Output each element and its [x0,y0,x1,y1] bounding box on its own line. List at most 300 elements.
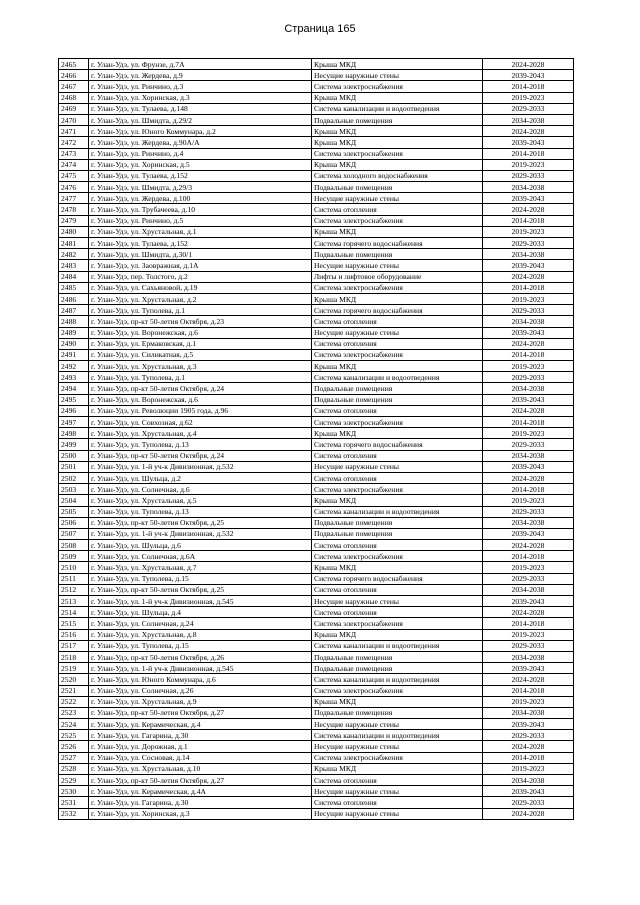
work-type-cell: Система холодного водоснабжения [312,170,483,181]
table-row [59,528,574,539]
table-row [59,618,574,629]
address-cell: г. Улан-Удэ, ул. Тулаева, д.152 [89,238,312,249]
table-row [59,763,574,774]
address-cell: г. Улан-Удэ, ул. Хоринская, д.3 [89,808,312,819]
period-cell: 2029-2033 [483,238,574,249]
row-number: 2518 [59,651,89,662]
table-row [59,349,574,360]
table-row [59,808,574,819]
address-cell: г. Улан-Удэ, ул. Фрунзе, д.7А [89,59,312,70]
period-cell: 2039-2043 [483,663,574,674]
work-type-cell: Несущие наружные стены [312,461,483,472]
period-cell: 2034-2038 [483,383,574,394]
row-number: 2517 [59,640,89,651]
address-cell: г. Улан-Удэ, ул. Туполева, д.1 [89,305,312,316]
table-row [59,707,574,718]
work-type-cell: Подвальные помещения [312,249,483,260]
row-number: 2466 [59,70,89,81]
work-type-cell: Подвальные помещения [312,394,483,405]
row-number: 2502 [59,472,89,483]
address-cell: г. Улан-Удэ, ул. Туполева, д.13 [89,506,312,517]
row-number: 2507 [59,528,89,539]
table-row [59,786,574,797]
address-cell: г. Улан-Удэ, пр-кт 50-летия Октября, д.27 [89,775,312,786]
table-row [59,383,574,394]
work-type-cell: Система канализации и водоотведения [312,674,483,685]
row-number: 2504 [59,495,89,506]
address-cell: г. Улан-Удэ, ул. Шульца, д.6 [89,540,312,551]
period-cell: 2039-2043 [483,461,574,472]
row-number: 2494 [59,383,89,394]
table-row [59,238,574,249]
address-cell: г. Улан-Удэ, ул. Хрустальная, д.1 [89,226,312,237]
table-row [59,651,574,662]
work-type-cell: Крыша МКД [312,562,483,573]
row-number: 2493 [59,372,89,383]
row-number: 2467 [59,81,89,92]
work-type-cell: Система отопления [312,316,483,327]
work-type-cell: Система электроснабжения [312,81,483,92]
row-number: 2506 [59,517,89,528]
address-cell: г. Улан-Удэ, ул. Туполева, д.15 [89,573,312,584]
period-cell: 2039-2043 [483,528,574,539]
period-cell: 2034-2038 [483,651,574,662]
period-cell: 2024-2028 [483,204,574,215]
period-cell: 2034-2038 [483,316,574,327]
address-cell: г. Улан-Удэ, пер. Толстого, д.2 [89,271,312,282]
work-type-cell: Система электроснабжения [312,282,483,293]
row-number: 2529 [59,775,89,786]
address-cell: г. Улан-Удэ, ул. Хрустальная, д.5 [89,495,312,506]
period-cell: 2024-2028 [483,674,574,685]
address-cell: г. Улан-Удэ, пр-кт 50-летия Октября, д.27 [89,707,312,718]
period-cell: 2029-2033 [483,730,574,741]
period-cell: 2034-2038 [483,182,574,193]
period-cell: 2029-2033 [483,170,574,181]
row-number: 2479 [59,215,89,226]
row-number: 2519 [59,663,89,674]
address-cell: г. Улан-Удэ, ул. 1-й уч-к Дивизионная, д.545 [89,663,312,674]
row-number: 2498 [59,428,89,439]
table-row [59,573,574,584]
period-cell: 2039-2043 [483,327,574,338]
address-cell: г. Улан-Удэ, ул. Жердева, д.90А/А [89,137,312,148]
row-number: 2482 [59,249,89,260]
period-cell: 2019-2023 [483,159,574,170]
table-row [59,472,574,483]
work-type-cell: Система электроснабжения [312,215,483,226]
work-type-cell: Несущие наружные стены [312,719,483,730]
row-number: 2492 [59,361,89,372]
address-cell: г. Улан-Удэ, ул. Гагарина, д.30 [89,797,312,808]
work-type-cell: Система электроснабжения [312,551,483,562]
table-row [59,596,574,607]
row-number: 2480 [59,226,89,237]
work-type-cell: Несущие наружные стены [312,260,483,271]
work-type-cell: Несущие наружные стены [312,741,483,752]
period-cell: 2024-2028 [483,540,574,551]
table-row [59,674,574,685]
work-type-cell: Несущие наружные стены [312,596,483,607]
address-cell: г. Улан-Удэ, ул. Шульца, д.4 [89,607,312,618]
work-type-cell: Система электроснабжения [312,618,483,629]
address-cell: г. Улан-Удэ, ул. Хрустальная, д.3 [89,361,312,372]
address-cell: г. Улан-Удэ, ул. Тулаева, д.148 [89,103,312,114]
work-type-cell: Система отопления [312,338,483,349]
period-cell: 2039-2043 [483,260,574,271]
work-type-cell: Подвальные помещения [312,383,483,394]
row-number: 2527 [59,752,89,763]
period-cell: 2034-2038 [483,517,574,528]
period-cell: 2014-2018 [483,282,574,293]
table-row [59,696,574,707]
table-row [59,159,574,170]
row-number: 2465 [59,59,89,70]
row-number: 2515 [59,618,89,629]
work-type-cell: Система отопления [312,204,483,215]
row-number: 2531 [59,797,89,808]
work-type-cell: Система электроснабжения [312,685,483,696]
address-cell: г. Улан-Удэ, ул. Заовражная, д.1А [89,260,312,271]
work-type-cell: Крыша МКД [312,361,483,372]
table-row [59,182,574,193]
table-row [59,81,574,92]
table-row [59,450,574,461]
work-type-cell: Система электроснабжения [312,417,483,428]
work-type-cell: Подвальные помещения [312,663,483,674]
period-cell: 2024-2028 [483,741,574,752]
address-cell: г. Улан-Удэ, ул. Трубачеева, д.10 [89,204,312,215]
work-type-cell: Система канализации и водоотведения [312,372,483,383]
table-row [59,775,574,786]
table-row [59,293,574,304]
table-row [59,562,574,573]
address-cell: г. Улан-Удэ, ул. 1-й уч-к Дивизионная, д.545 [89,596,312,607]
row-number: 2511 [59,573,89,584]
work-type-cell: Система отопления [312,450,483,461]
work-type-cell: Крыша МКД [312,428,483,439]
row-number: 2470 [59,114,89,125]
registry-body [59,59,574,820]
row-number: 2472 [59,137,89,148]
work-type-cell: Несущие наружные стены [312,786,483,797]
address-cell: г. Улан-Удэ, ул. Революции 1905 года, д.96 [89,405,312,416]
address-cell: г. Улан-Удэ, ул. Воронежская, д.6 [89,327,312,338]
period-cell: 2024-2028 [483,126,574,137]
row-number: 2500 [59,450,89,461]
table-row [59,685,574,696]
period-cell: 2019-2023 [483,495,574,506]
row-number: 2522 [59,696,89,707]
address-cell: г. Улан-Удэ, ул. Силикатная, д.5 [89,349,312,360]
row-number: 2496 [59,405,89,416]
address-cell: г. Улан-Удэ, ул. Шмидта, д.29/2 [89,114,312,125]
address-cell: г. Улан-Удэ, ул. Хоринская, д.3 [89,92,312,103]
row-number: 2469 [59,103,89,114]
row-number: 2503 [59,484,89,495]
work-type-cell: Система отопления [312,405,483,416]
address-cell: г. Улан-Удэ, ул. Жердева, д.100 [89,193,312,204]
address-cell: г. Улан-Удэ, ул. Хрустальная, д.10 [89,763,312,774]
period-cell: 2014-2018 [483,685,574,696]
table-row [59,271,574,282]
row-number: 2468 [59,92,89,103]
table-row [59,193,574,204]
table-row [59,551,574,562]
address-cell: г. Улан-Удэ, ул. 1-й уч-к Дивизионная, д.532 [89,528,312,539]
table-row [59,719,574,730]
table-row [59,282,574,293]
table-row [59,327,574,338]
period-cell: 2034-2038 [483,584,574,595]
address-cell: г. Улан-Удэ, ул. Ермаковская, д.1 [89,338,312,349]
period-cell: 2019-2023 [483,696,574,707]
row-number: 2520 [59,674,89,685]
address-cell: г. Улан-Удэ, ул. Сосновая, д.14 [89,752,312,763]
address-cell: г. Улан-Удэ, ул. Керамическая, д.4 [89,719,312,730]
work-type-cell: Подвальные помещения [312,517,483,528]
work-type-cell: Подвальные помещения [312,651,483,662]
period-cell: 2024-2028 [483,338,574,349]
work-type-cell: Подвальные помещения [312,528,483,539]
table-row [59,461,574,472]
period-cell: 2019-2023 [483,562,574,573]
period-cell: 2039-2043 [483,786,574,797]
work-type-cell: Система отопления [312,540,483,551]
period-cell: 2014-2018 [483,215,574,226]
table-row [59,215,574,226]
period-cell: 2014-2018 [483,148,574,159]
table-row [59,361,574,372]
work-type-cell: Крыша МКД [312,126,483,137]
work-type-cell: Система горячего водоснабжения [312,305,483,316]
work-type-cell: Система отопления [312,584,483,595]
address-cell: г. Улан-Удэ, ул. Ринчино, д.3 [89,81,312,92]
row-number: 2526 [59,741,89,752]
address-cell: г. Улан-Удэ, ул. Хрустальная, д.2 [89,293,312,304]
address-cell: г. Улан-Удэ, ул. 1-й уч-к Дивизионная, д.532 [89,461,312,472]
table-row [59,70,574,81]
row-number: 2481 [59,238,89,249]
row-number: 2475 [59,170,89,181]
row-number: 2483 [59,260,89,271]
table-row [59,428,574,439]
address-cell: г. Улан-Удэ, ул. Жердева, д.9 [89,70,312,81]
row-number: 2528 [59,763,89,774]
table-row [59,148,574,159]
table-row [59,137,574,148]
row-number: 2474 [59,159,89,170]
table-row [59,170,574,181]
table-row [59,92,574,103]
row-number: 2489 [59,327,89,338]
work-type-cell: Крыша МКД [312,226,483,237]
period-cell: 2019-2023 [483,361,574,372]
address-cell: г. Улан-Удэ, пр-кт 50-летия Октября, д.25 [89,584,312,595]
table-row [59,741,574,752]
address-cell: г. Улан-Удэ, ул. Шмидта, д.29/3 [89,182,312,193]
period-cell: 2039-2043 [483,596,574,607]
work-type-cell: Система горячего водоснабжения [312,439,483,450]
work-type-cell: Система электроснабжения [312,349,483,360]
work-type-cell: Крыша МКД [312,159,483,170]
period-cell: 2034-2038 [483,707,574,718]
work-type-cell: Система отопления [312,797,483,808]
work-type-cell: Система канализации и водоотведения [312,103,483,114]
table-row [59,607,574,618]
period-cell: 2039-2043 [483,719,574,730]
period-cell: 2019-2023 [483,629,574,640]
table-row [59,226,574,237]
row-number: 2505 [59,506,89,517]
period-cell: 2019-2023 [483,428,574,439]
table-row [59,663,574,674]
period-cell: 2034-2038 [483,775,574,786]
period-cell: 2014-2018 [483,417,574,428]
address-cell: г. Улан-Удэ, пр-кт 50-летия Октября, д.25 [89,517,312,528]
table-row [59,506,574,517]
work-type-cell: Крыша МКД [312,763,483,774]
address-cell: г. Улан-Удэ, ул. Хрустальная, д.4 [89,428,312,439]
address-cell: г. Улан-Удэ, ул. Воронежская, д.6 [89,394,312,405]
address-cell: г. Улан-Удэ, ул. Солнечная, д.6 [89,484,312,495]
row-number: 2523 [59,707,89,718]
period-cell: 2024-2028 [483,472,574,483]
address-cell: г. Улан-Удэ, ул. Гагарина, д.30 [89,730,312,741]
row-number: 2516 [59,629,89,640]
work-type-cell: Система отопления [312,775,483,786]
row-number: 2491 [59,349,89,360]
period-cell: 2039-2043 [483,137,574,148]
table-row [59,204,574,215]
address-cell: г. Улан-Удэ, ул. Шульца, д.2 [89,472,312,483]
address-cell: г. Улан-Удэ, ул. Туполева, д.15 [89,640,312,651]
row-number: 2514 [59,607,89,618]
address-cell: г. Улан-Удэ, ул. Солнечная, д.6А [89,551,312,562]
period-cell: 2029-2033 [483,573,574,584]
address-cell: г. Улан-Удэ, ул. Туполева, д.13 [89,439,312,450]
table-row [59,640,574,651]
period-cell: 2029-2033 [483,372,574,383]
work-type-cell: Крыша МКД [312,293,483,304]
work-type-cell: Крыша МКД [312,92,483,103]
table-row [59,417,574,428]
work-type-cell: Система горячего водоснабжения [312,573,483,584]
table-row [59,59,574,70]
row-number: 2508 [59,540,89,551]
row-number: 2530 [59,786,89,797]
period-cell: 2034-2038 [483,450,574,461]
work-type-cell: Крыша МКД [312,137,483,148]
table-row [59,103,574,114]
work-type-cell: Несущие наружные стены [312,327,483,338]
row-number: 2495 [59,394,89,405]
period-cell: 2014-2018 [483,484,574,495]
table-row [59,495,574,506]
address-cell: г. Улан-Удэ, ул. Хрустальная, д.9 [89,696,312,707]
work-type-cell: Подвальные помещения [312,707,483,718]
address-cell: г. Улан-Удэ, ул. Хрустальная, д.7 [89,562,312,573]
address-cell: г. Улан-Удэ, ул. Шмидта, д.30/1 [89,249,312,260]
table-row [59,484,574,495]
table-row [59,405,574,416]
row-number: 2497 [59,417,89,428]
address-cell: г. Улан-Удэ, ул. Сахьяновой, д.19 [89,282,312,293]
address-cell: г. Улан-Удэ, пр-кт 50-летия Октября, д.26 [89,651,312,662]
address-cell: г. Улан-Удэ, ул. Керамическая, д.4А [89,786,312,797]
table-row [59,249,574,260]
row-number: 2471 [59,126,89,137]
row-number: 2499 [59,439,89,450]
period-cell: 2014-2018 [483,551,574,562]
period-cell: 2039-2043 [483,70,574,81]
address-cell: г. Улан-Удэ, ул. Юного Коммунара, д.2 [89,126,312,137]
period-cell: 2034-2038 [483,114,574,125]
page-header: Страница 165 [284,23,356,35]
row-number: 2485 [59,282,89,293]
work-type-cell: Лифты и лифтовое оборудование [312,271,483,282]
period-cell: 2014-2018 [483,618,574,629]
period-cell: 2024-2028 [483,808,574,819]
address-cell: г. Улан-Удэ, пр-кт 50-летия Октября, д.24 [89,450,312,461]
period-cell: 2024-2028 [483,607,574,618]
work-type-cell: Крыша МКД [312,495,483,506]
table-row [59,439,574,450]
address-cell: г. Улан-Удэ, ул. Ринчино, д.5 [89,215,312,226]
period-cell: 2039-2043 [483,193,574,204]
address-cell: г. Улан-Удэ, ул. Совхозная, д.62 [89,417,312,428]
row-number: 2509 [59,551,89,562]
table-row [59,126,574,137]
table-row [59,517,574,528]
table-row [59,394,574,405]
work-type-cell: Система электроснабжения [312,484,483,495]
table-row [59,114,574,125]
address-cell: г. Улан-Удэ, ул. Дорожная, д.1 [89,741,312,752]
work-type-cell: Система отопления [312,607,483,618]
table-row [59,540,574,551]
address-cell: г. Улан-Удэ, ул. Юного Коммунара, д.6 [89,674,312,685]
work-type-cell: Система канализации и водоотведения [312,730,483,741]
table-row [59,260,574,271]
registry-table [58,58,574,820]
period-cell: 2024-2028 [483,271,574,282]
period-cell: 2014-2018 [483,349,574,360]
period-cell: 2029-2033 [483,439,574,450]
period-cell: 2024-2028 [483,405,574,416]
work-type-cell: Несущие наружные стены [312,808,483,819]
work-type-cell: Система отопления [312,472,483,483]
work-type-cell: Система электроснабжения [312,148,483,159]
period-cell: 2029-2033 [483,797,574,808]
row-number: 2512 [59,584,89,595]
period-cell: 2014-2018 [483,752,574,763]
address-cell: г. Улан-Удэ, ул. Хоринская, д.5 [89,159,312,170]
row-number: 2476 [59,182,89,193]
row-number: 2488 [59,316,89,327]
period-cell: 2029-2033 [483,640,574,651]
row-number: 2501 [59,461,89,472]
work-type-cell: Несущие наружные стены [312,193,483,204]
period-cell: 2019-2023 [483,226,574,237]
work-type-cell: Система канализации и водоотведения [312,506,483,517]
address-cell: г. Улан-Удэ, пр-кт 50-летия Октября, д.23 [89,316,312,327]
work-type-cell: Система электроснабжения [312,752,483,763]
period-cell: 2039-2043 [483,394,574,405]
row-number: 2532 [59,808,89,819]
table-row [59,372,574,383]
work-type-cell: Крыша МКД [312,696,483,707]
